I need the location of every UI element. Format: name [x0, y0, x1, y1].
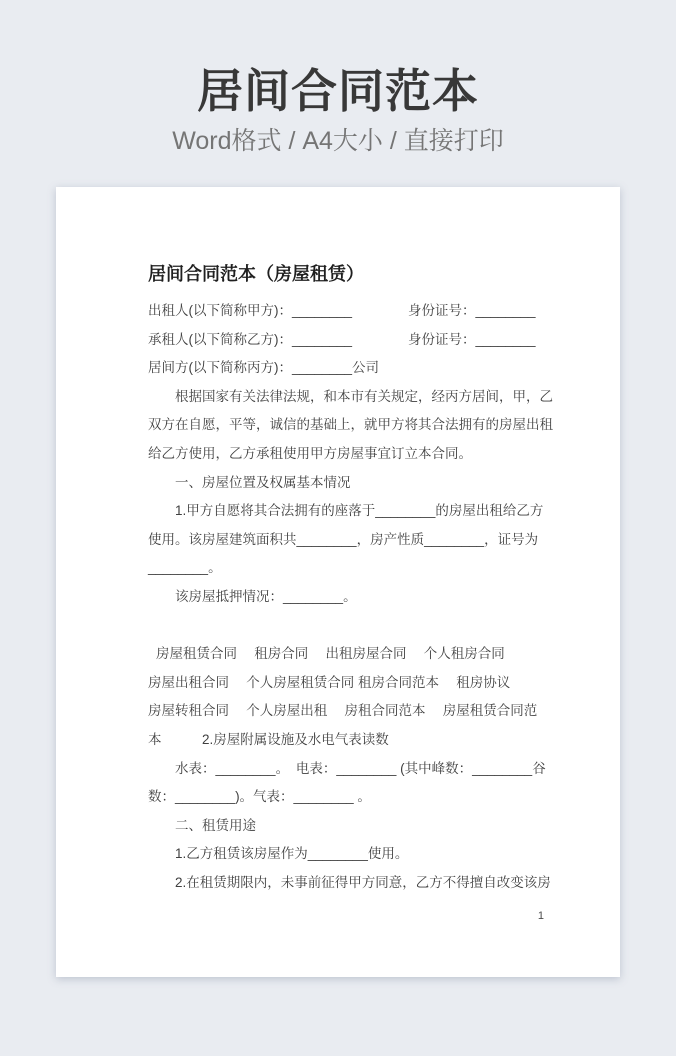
party-row-broker — [148, 354, 544, 383]
doc-line: 数：________)。气表：________ 。 — [148, 789, 371, 805]
page-subtitle: Word格式 / A4大小 / 直接打印 — [172, 127, 504, 155]
blank-line — [148, 612, 544, 641]
doc-line: 二、租赁用途 — [175, 817, 256, 833]
doc-line: 根据国家有关法律法规，和本市有关规定，经丙方居间，甲，乙 — [175, 388, 553, 404]
party-label: 承租人(以下简称乙方)：________ — [148, 331, 353, 347]
doc-line: 房屋出租合同 个人房屋租赁合同 租房合同范本 租房协议 — [148, 674, 511, 690]
document-title: 居间合同范本（房屋租赁） — [148, 264, 364, 284]
party-row-lessee — [148, 326, 544, 355]
doc-line: 1.乙方租赁该房屋作为________使用。 — [175, 846, 409, 862]
page-title: 居间合同范本 — [197, 65, 479, 117]
document-content — [56, 187, 620, 923]
party-id-label: 身份证号：________ — [408, 331, 536, 347]
doc-line: 该房屋抵押情况：________。 — [175, 588, 357, 604]
document-page — [56, 187, 620, 977]
doc-line: 2.在租赁期限内，未事前征得甲方同意，乙方不得擅自改变该房 — [175, 874, 551, 890]
doc-line: 使用。该房屋建筑面积共________，房产性质________，证号为 — [148, 531, 539, 547]
doc-line: 本 2.房屋附属设施及水电气表读数 — [148, 731, 389, 747]
doc-line: 给乙方使用，乙方承租使用甲方房屋事宜订立本合同。 — [148, 445, 472, 461]
party-id-label: 身份证号：________ — [408, 303, 536, 318]
doc-line: 双方在自愿，平等，诚信的基础上，就甲方将其合法拥有的房屋出租 — [148, 417, 553, 433]
party-label: 居间方(以下简称丙方)：________公司 — [148, 360, 380, 376]
doc-line: ________。 — [148, 560, 222, 576]
header — [0, 0, 676, 156]
doc-line: 一、房屋位置及权属基本情况 — [175, 474, 351, 490]
party-row-lessor — [148, 297, 544, 326]
doc-line: 水表：________。 电表：________ (其中峰数：________谷 — [175, 760, 546, 776]
doc-line: 房屋转租合同 个人房屋出租 房租合同范本 房屋租赁合同范 — [148, 703, 538, 719]
party-label: 出租人(以下简称甲方)：________ — [148, 303, 353, 318]
doc-line: 房屋租赁合同 租房合同 出租房屋合同 个人租房合同 — [156, 646, 505, 662]
page-number: 1 — [537, 910, 544, 923]
doc-line: 1.甲方自愿将其合法拥有的座落于________的房屋出租给乙方 — [175, 503, 544, 519]
